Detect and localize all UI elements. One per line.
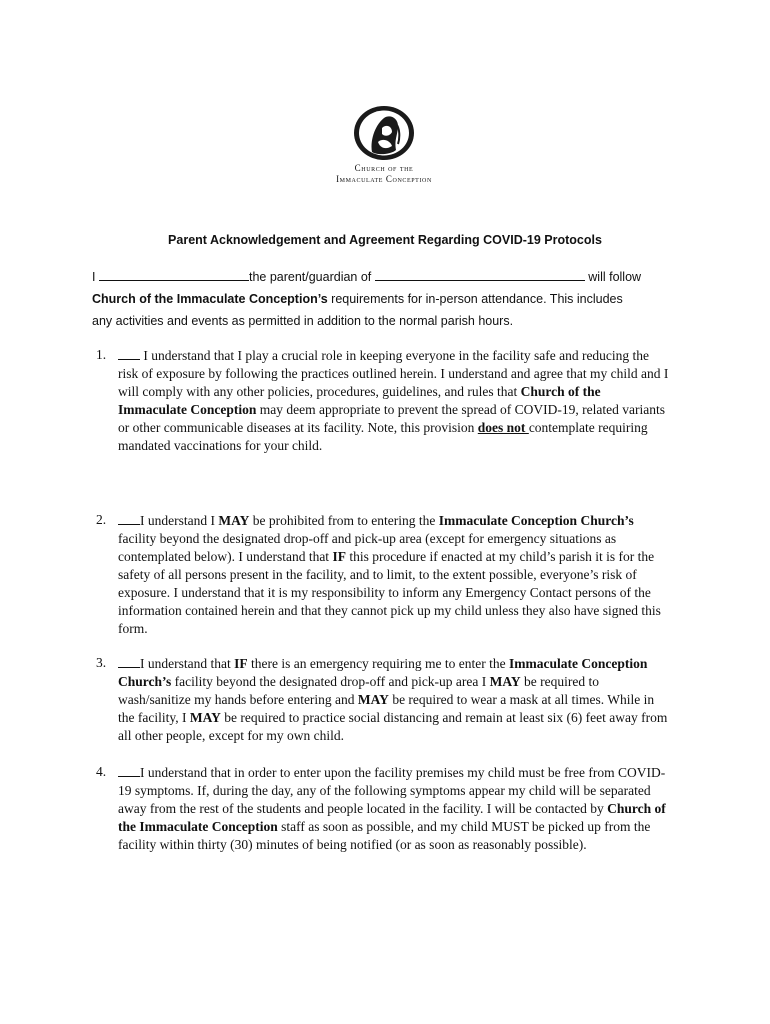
item-text: facility beyond the designated drop-off and pick-up area (except for emergency situations as contemplated below). I understand that xyxy=(118,531,617,564)
intro-parent-guardian: the parent/guardian of xyxy=(248,270,372,284)
intro-will-follow: will follow xyxy=(588,270,642,284)
logo-line-2: Immaculate Conception xyxy=(336,174,432,184)
intro-requirements: requirements for in-person attendance. This includes xyxy=(327,292,623,306)
item-text: contemplate requiring mandated vaccinations for your child. xyxy=(118,420,648,453)
intro-line-3: any activities and events as permitted in addition to the normal parish hours. xyxy=(92,314,514,328)
item-text: there is an emergency requiring me to enter the xyxy=(247,656,510,671)
item-text: facility beyond the designated drop-off and pick-up area I xyxy=(171,674,490,689)
item-text: be prohibited from to entering the xyxy=(249,513,439,528)
initial-blank-2[interactable] xyxy=(118,511,140,525)
item-bold: MAY xyxy=(489,674,521,689)
list-item-1 xyxy=(92,346,672,455)
item-bold: MAY xyxy=(189,710,221,725)
initial-blank-3[interactable] xyxy=(118,654,140,668)
church-logo xyxy=(322,104,446,188)
item-number: 2. xyxy=(96,512,107,527)
item-text: I understand that in order to enter upon the facility premises my child must be free from COVID-19 symptoms. If, during the day, any of the following symptoms appear my child will be separated away from the rest of the students and people located in the facility. I will be contacted by xyxy=(118,765,666,816)
logo-line-1: Church of the xyxy=(354,163,414,173)
list-item-2 xyxy=(92,511,672,638)
item-number: 4. xyxy=(96,764,107,779)
initial-blank-4[interactable] xyxy=(118,763,140,777)
madonna-seal-icon xyxy=(352,104,416,162)
item-text: I understand I xyxy=(140,513,219,528)
item-bold: IF xyxy=(234,656,248,671)
item-text: I understand that xyxy=(140,656,235,671)
item-bold: Church of the Immaculate Conception xyxy=(118,384,601,417)
item-text: this procedure if enacted at my child’s parish it is for the safety of all persons present in the facility, and to limit, to the extent possible, everyone’s risk of exposure. I understand that it is my responsibility to inform any Emergency Contact persons of the information contained herein and that they cannot pick up my child unless they also have signed this form. xyxy=(118,549,661,636)
intro-line-1 xyxy=(92,266,692,288)
item-bold: Immaculate Conception Church’s xyxy=(438,513,634,528)
item-bold: MAY xyxy=(218,513,250,528)
parent-name-blank[interactable] xyxy=(99,267,249,281)
intro-org-name: Church of the Immaculate Conception’s xyxy=(92,292,328,306)
item-bold: Immaculate Conception Church’s xyxy=(118,656,648,689)
item-text: be required to practice social distancing and remain at least six (6) feet away from all other people, except for my own child. xyxy=(118,710,668,743)
list-item-4 xyxy=(92,763,672,854)
item-underline: does not xyxy=(477,420,529,435)
intro-i: I xyxy=(92,270,96,284)
item-bold: IF xyxy=(332,549,346,564)
item-text: be required to wear a mask at all times. While in the facility, I xyxy=(118,692,655,725)
document-title: Parent Acknowledgement and Agreement Regarding COVID-19 Protocols xyxy=(168,233,602,247)
item-text: be required to wash/sanitize my hands before entering and xyxy=(118,674,600,707)
intro-paragraph xyxy=(92,266,692,332)
item-bold: Church of the Immaculate Conception xyxy=(118,801,666,834)
item-number: 1. xyxy=(96,347,107,362)
initial-blank-1[interactable] xyxy=(118,346,140,360)
item-text: staff as soon as possible, and my child MUST be picked up from the facility within thirty (30) minutes of being notified (or as soon as reasonably possible). xyxy=(118,819,651,852)
item-text: I understand that I play a crucial role in keeping everyone in the facility safe and reducing the risk of exposure by following the practices outlined herein. I understand and agree that my child and I will comply with any other policies, procedures, guidelines, and rules that xyxy=(118,348,669,399)
list-item-3 xyxy=(92,654,672,745)
item-bold: MAY xyxy=(357,692,389,707)
child-name-blank[interactable] xyxy=(375,267,585,281)
intro-line-2 xyxy=(92,288,692,310)
item-number: 3. xyxy=(96,655,107,670)
item-text: may deem appropriate to prevent the spread of COVID-19, related variants or other communicable diseases at its facility. Note, this provision xyxy=(118,402,665,435)
